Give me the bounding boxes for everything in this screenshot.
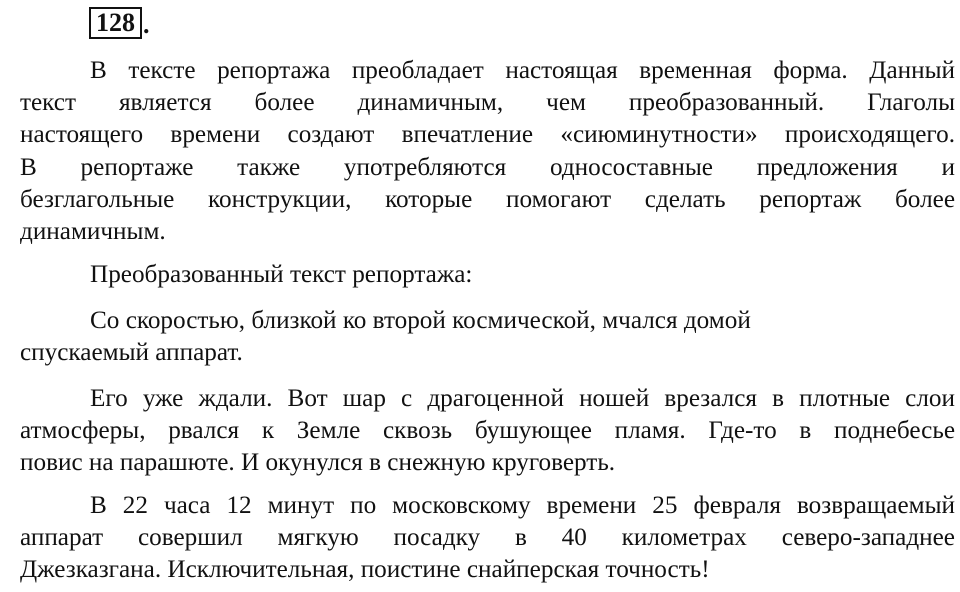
paragraph-line: динамичным.	[20, 217, 166, 245]
task-number-suffix: .	[143, 10, 150, 39]
paragraph-line: В 22 часа 12 минут по московскому времени 25 февраля возвращаемый	[90, 492, 955, 519]
paragraph-line: Преобразованный текст репортажа:	[90, 261, 473, 288]
task-number	[89, 9, 150, 39]
paragraph-1	[20, 55, 955, 248]
paragraph-line: аппарат совершил мягкую посадку в 40 километрах северо-западнее	[20, 524, 955, 552]
paragraph-2	[20, 259, 955, 291]
task-number-box: 128	[89, 7, 142, 39]
paragraph-line: атмосферы, рвался к Земле сквозь бушующее пламя. Где-то в поднебесье	[20, 417, 955, 445]
paragraph-line: безглагольные конструкции, которые помогают сделать репортаж более	[20, 185, 955, 213]
paragraph-line: повис на парашюте. И окунулся в снежную круговерть.	[20, 449, 616, 477]
paragraph-3	[20, 305, 955, 369]
paragraph-line: настоящего времени создают впечатление «сиюминутности» происходящего.	[20, 121, 955, 149]
paragraph-line: Его уже ждали. Вот шар с драгоценной ношей врезался в плотные слои	[90, 385, 955, 412]
paragraph-4	[20, 383, 955, 480]
paragraph-line: В репортаже также употребляются односоставные предложения и	[20, 153, 955, 181]
paragraph-5	[20, 490, 955, 587]
paragraph-line: В тексте репортажа преобладает настоящая временная форма. Данный	[90, 57, 955, 84]
paragraph-line: Со скоростью, близкой ко второй космической, мчался домой	[90, 307, 751, 334]
paragraph-line: Джезказгана. Исключительная, поистине снайперская точность!	[20, 556, 710, 584]
paragraph-line: спускаемый аппарат.	[20, 339, 243, 367]
paragraph-line: текст является более динамичным, чем преобразованный. Глаголы	[20, 89, 955, 117]
